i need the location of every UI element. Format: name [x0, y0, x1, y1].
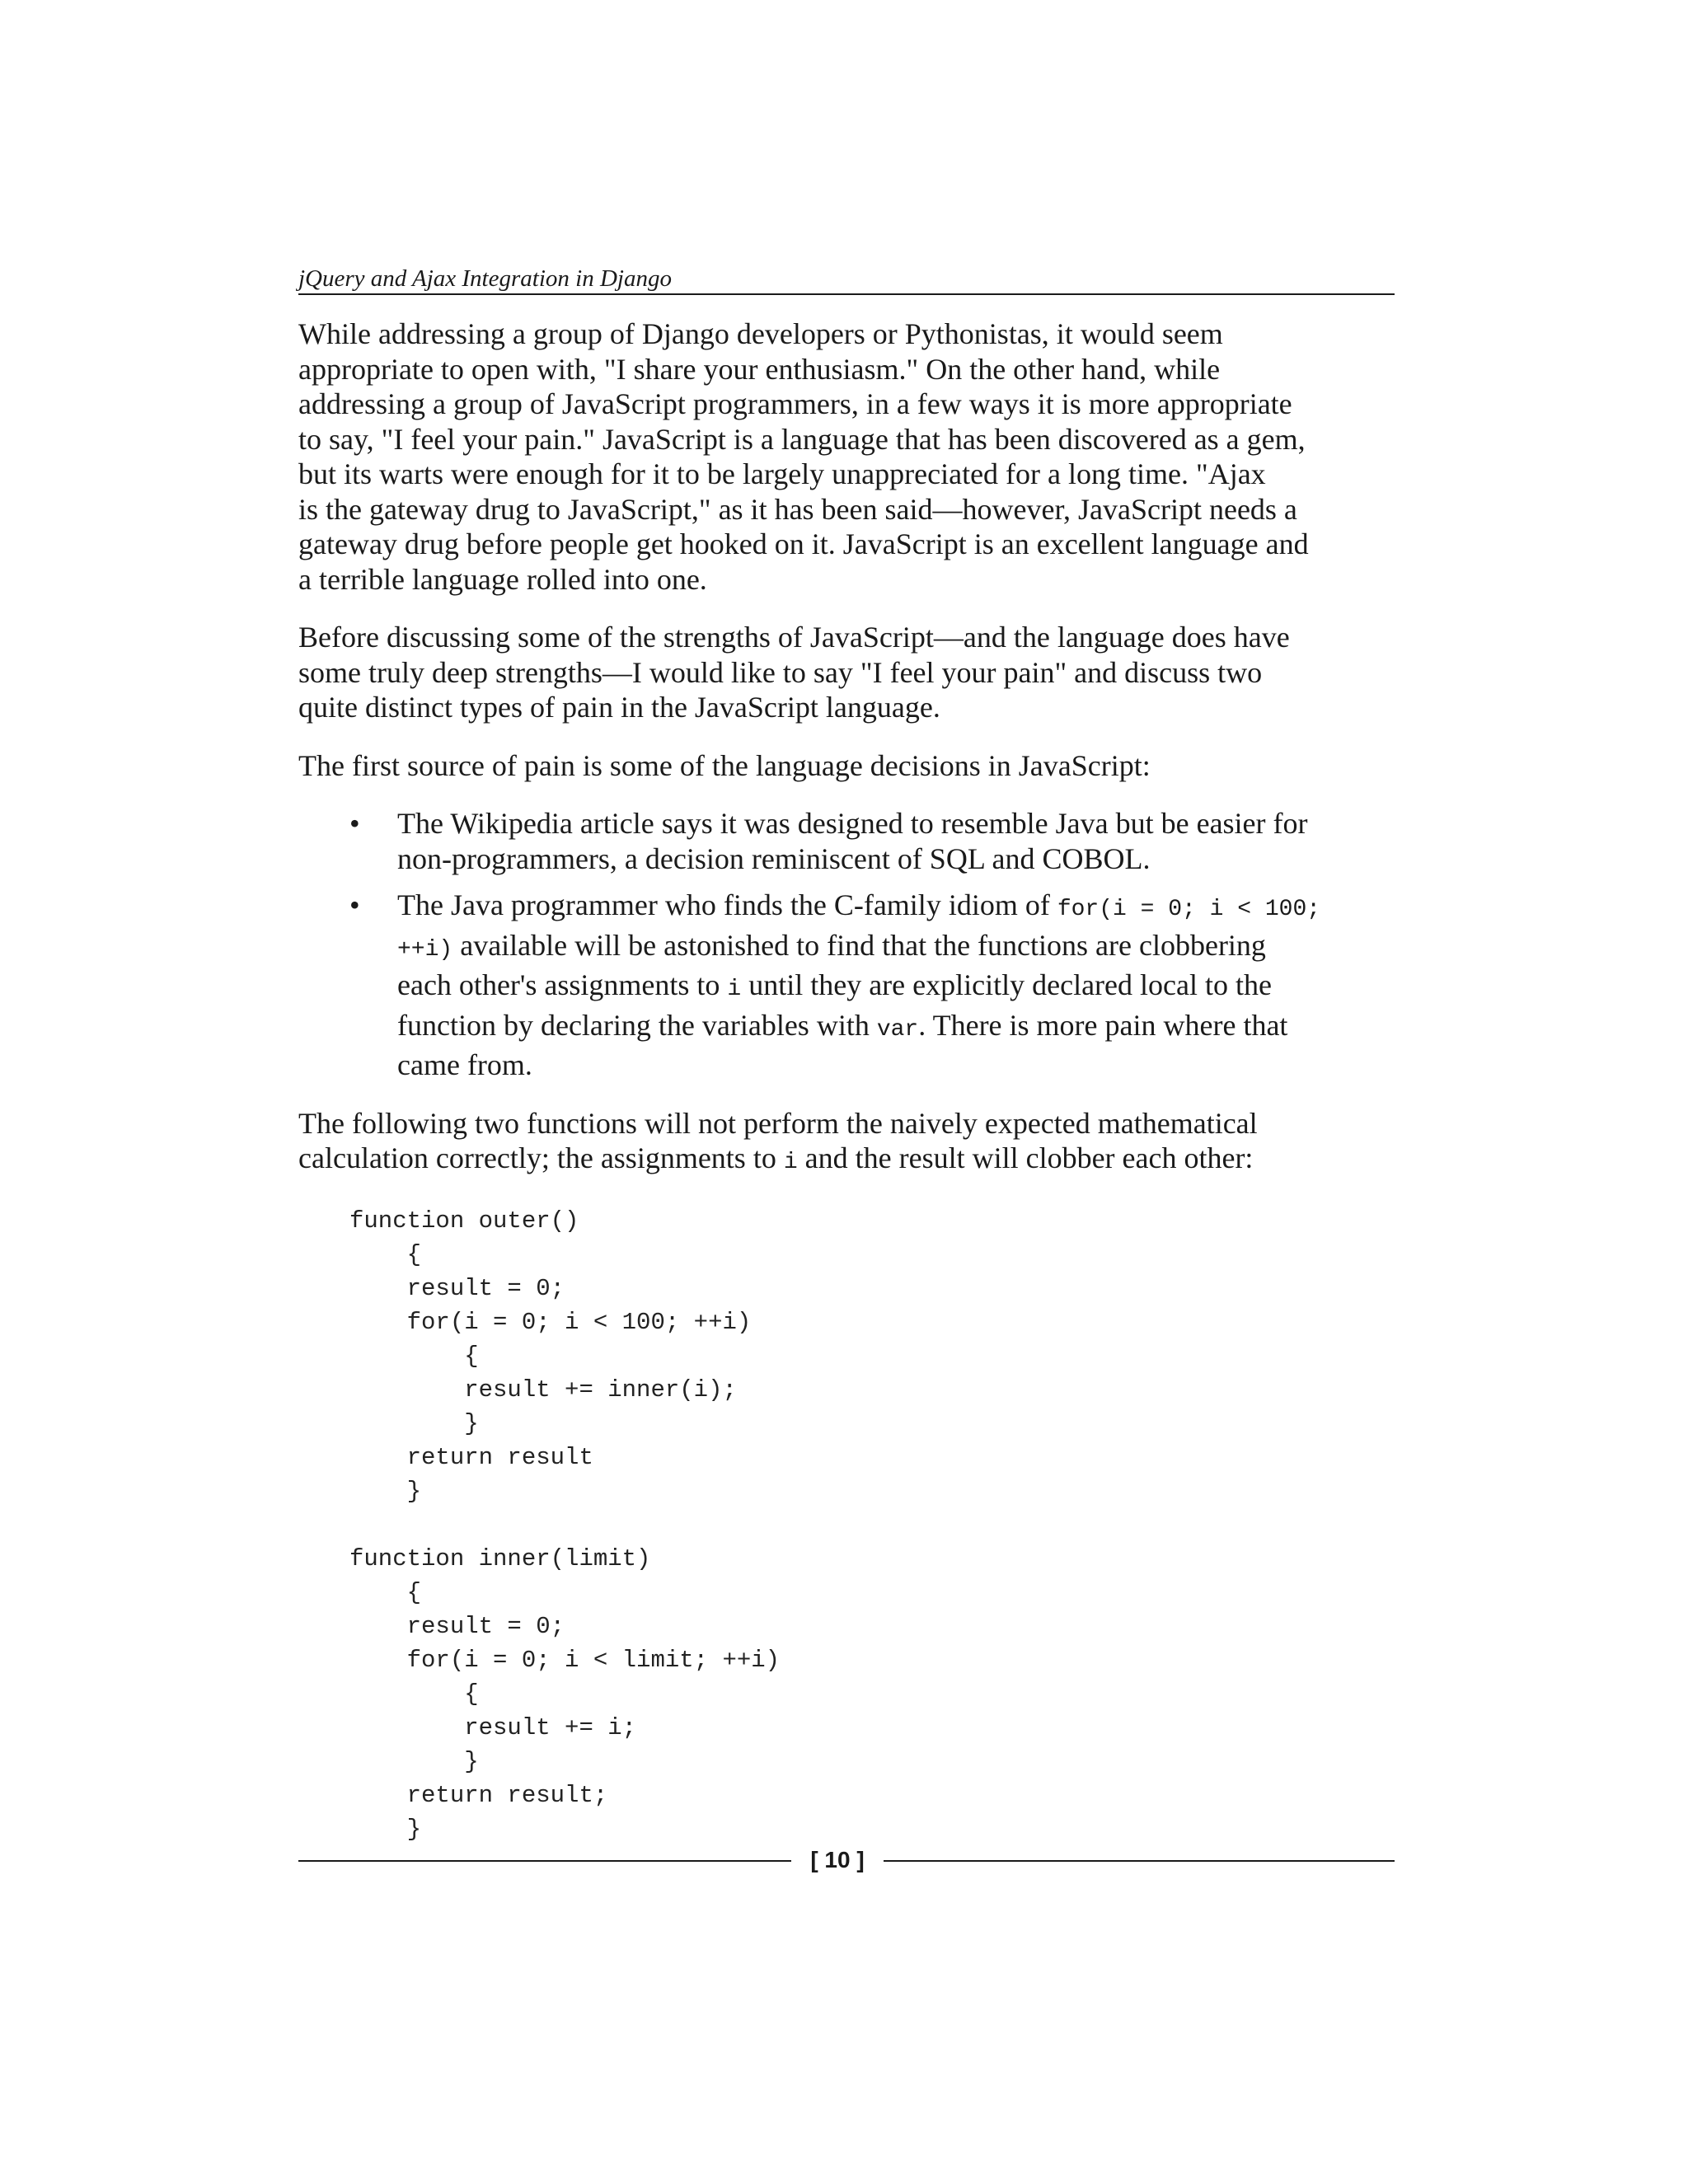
text-line: but its warts were enough for it to be largely unappreciated for a long time. "Ajax [298, 457, 1266, 490]
text-line: non-programmers, a decision reminiscent of SQL and COBOL. [397, 841, 1151, 875]
text-line: Before discussing some of the strengths of JavaScript—and the language does have [298, 621, 1290, 654]
text-line: quite distinct types of pain in the JavaScript language. [298, 691, 940, 724]
text-line [397, 1008, 1395, 1048]
text-line: addressing a group of JavaScript programmers, in a few ways it is more appropriate [298, 387, 1292, 420]
text-line [397, 928, 1395, 968]
inline-text: available will be astonished to find that the functions are clobbering [452, 928, 1266, 962]
running-header: jQuery and Ajax Integration in Django [298, 265, 672, 292]
text-line: While addressing a group of Django developers or Pythonistas, it would seem [298, 317, 1223, 350]
footer-rule-left [298, 1860, 791, 1862]
footer-rule-right [884, 1860, 1395, 1862]
text-line [298, 1141, 1395, 1181]
inline-text: calculation correctly; the assignments to [298, 1141, 784, 1174]
text-line [397, 968, 1395, 1008]
page-footer [298, 1843, 1395, 1877]
paragraph-following-functions [298, 1106, 1395, 1181]
text-line: The following two functions will not perform the naively expected mathematical [298, 1106, 1258, 1140]
text-line: some truly deep strengths—I would like to say "I feel your pain" and discuss two [298, 655, 1263, 689]
text-line: came from. [397, 1048, 532, 1081]
inline-code: i [783, 1150, 798, 1175]
text-line: is the gateway drug to JavaScript," as it has been said—however, JavaScript needs a [298, 492, 1297, 526]
page-content [298, 316, 1395, 1846]
inline-text: function by declaring the variables with [397, 1008, 877, 1042]
text-line: The Wikipedia article says it was designed to resemble Java but be easier for [397, 807, 1308, 840]
text-line: to say, "I feel your pain." JavaScript is a language that has been discovered as a gem, [298, 422, 1306, 456]
bullet-icon: • [349, 888, 360, 921]
inline-code: i [727, 977, 742, 1002]
code-block: function outer() { result = 0; for(i = 0; i < 100; ++i) { result += inner(i); } return result } function inner(limit) { result = 0; for(i = 0; i < limit; ++i) { result += i; } return result; } [349, 1207, 781, 1843]
inline-text: and the result will clobber each other: [797, 1141, 1254, 1174]
paragraph-intro [298, 316, 1395, 597]
header-rule [298, 293, 1395, 295]
bullet-list [298, 806, 1395, 1083]
bullet-icon: • [349, 807, 360, 840]
bullet-item-java-programmer [298, 888, 1395, 1083]
text-line: appropriate to open with, "I share your enthusiasm." On the other hand, while [298, 352, 1221, 386]
inline-text: each other's assignments to [397, 968, 728, 1001]
inline-text: . There is more pain where that [918, 1008, 1288, 1042]
paragraph-strengths [298, 620, 1395, 725]
text-line [397, 888, 1395, 928]
book-page [298, 0, 1395, 2184]
text-line: gateway drug before people get hooked on it. JavaScript is an excellent language and [298, 527, 1309, 560]
inline-text: The Java programmer who finds the C-family idiom of [397, 888, 1057, 921]
inline-code: for(i = 0; i < 100; [1057, 897, 1321, 922]
inline-code: var [876, 1016, 919, 1043]
inline-code: ++i) [397, 936, 453, 963]
bullet-item-wikipedia [298, 806, 1395, 876]
text-line: a terrible language rolled into one. [298, 562, 707, 596]
paragraph-first-source: The first source of pain is some of the language decisions in JavaScript: [298, 748, 1151, 782]
page-number: [ 10 ] [810, 1847, 865, 1872]
inline-text: until they are explicitly declared local to the [741, 968, 1272, 1001]
